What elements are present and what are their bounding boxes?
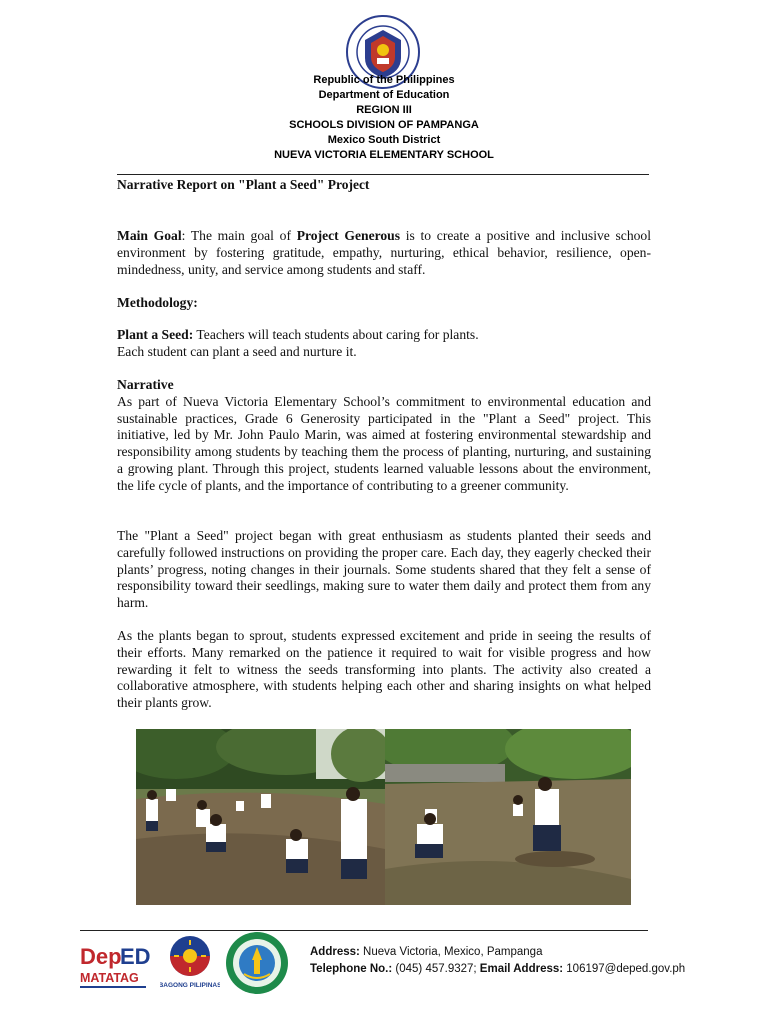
main-goal-label: Main Goal xyxy=(117,228,182,243)
main-goal-text: is to create a positive and inclusive school environment by fostering gratitude, empathy, nurturing, ethical behavior, resilience, open-mindedness, unity, and service among students and staff. xyxy=(117,228,651,277)
narrative-section xyxy=(117,377,651,495)
header-line-district: Mexico South District xyxy=(327,134,441,146)
phone-label: Telephone No.: xyxy=(310,963,393,975)
svg-text:BAGONG PILIPINAS: BAGONG PILIPINAS xyxy=(160,982,220,989)
main-goal-paragraph xyxy=(117,228,651,278)
students-planting-photo-2 xyxy=(385,729,631,905)
svg-text:MATATAG: MATATAG xyxy=(80,971,139,985)
students-planting-photo-1 xyxy=(136,729,385,905)
main-goal-text-pre: : The main goal of xyxy=(181,228,297,243)
deped-matatag-logo xyxy=(78,938,158,992)
footer-contact xyxy=(310,944,685,978)
footer-divider xyxy=(80,930,648,931)
narrative-paragraph-1: As part of Nueva Victoria Elementary School’s commitment to environmental education and sustainable practices, Grade 6 Generosity participated in the "Plant a Seed" project. This initiative, led by Mr. John Paulo Marin, was aimed at fostering environmental stewardship and responsibility among students by teaching them the process of planting, nurturing, and sustaining a growing plant. Through this project, students learned valuable lessons about the environment, the life cycle of plants, and the importance of contributing to a greener community. xyxy=(117,393,651,493)
header-line-region: REGION III xyxy=(356,104,412,116)
narrative-heading: Narrative xyxy=(117,377,174,392)
header-line-school: NUEVA VICTORIA ELEMENTARY SCHOOL xyxy=(274,149,494,161)
narrative-paragraph-3: As the plants began to sprout, students expressed excitement and pride in seeing the results of their efforts. Many remarked on the patience it required to wait for visible progress and how rewarding it felt to witness the seeds transforming into plants. The activity also created a collaborative atmosphere, with students helping each other and sharing insights on what helped their plants grow. xyxy=(117,628,651,711)
header-divider xyxy=(117,174,649,175)
plant-a-seed-label: Plant a Seed: xyxy=(117,327,194,342)
bagong-pilipinas-logo xyxy=(160,934,220,990)
methodology-label: Methodology: xyxy=(117,295,198,310)
document-title: Narrative Report on "Plant a Seed" Project xyxy=(117,177,370,192)
header-line-division: SCHOOLS DIVISION OF PAMPANGA xyxy=(289,119,479,131)
letterhead xyxy=(0,73,768,163)
svg-text:Dep: Dep xyxy=(80,944,122,969)
plant-a-seed-paragraph xyxy=(117,327,651,361)
email-value[interactable]: 106197@deped.gov.ph xyxy=(563,963,686,975)
school-seal-logo xyxy=(222,930,292,996)
plant-a-seed-text-2: Each student can plant a seed and nurture it. xyxy=(117,343,357,359)
activity-photos xyxy=(136,729,631,905)
address-label: Address: xyxy=(310,946,360,958)
address-value: Nueva Victoria, Mexico, Pampanga xyxy=(359,946,543,958)
plant-a-seed-text: Teachers will teach students about caring for plants. xyxy=(193,327,479,342)
header-line-department: Department of Education xyxy=(318,89,450,101)
svg-text:ED: ED xyxy=(120,944,151,969)
email-label: Email Address: xyxy=(479,963,564,975)
narrative-paragraph-2: The "Plant a Seed" project began with great enthusiasm as students planted their seeds and carefully followed instructions on providing the proper care. Each day, they eagerly checked their plants’ progress, noting changes in their journals. Some students shared that they felt a sense of responsibility toward their seedlings, making sure to water them daily and protect them from any harm. xyxy=(117,528,651,611)
phone-value: (045) 457.9327; xyxy=(392,963,480,975)
methodology-heading xyxy=(117,295,651,312)
header-line-republic: Republic of the Philippines xyxy=(313,74,455,86)
project-name: Project Generous xyxy=(296,228,401,243)
